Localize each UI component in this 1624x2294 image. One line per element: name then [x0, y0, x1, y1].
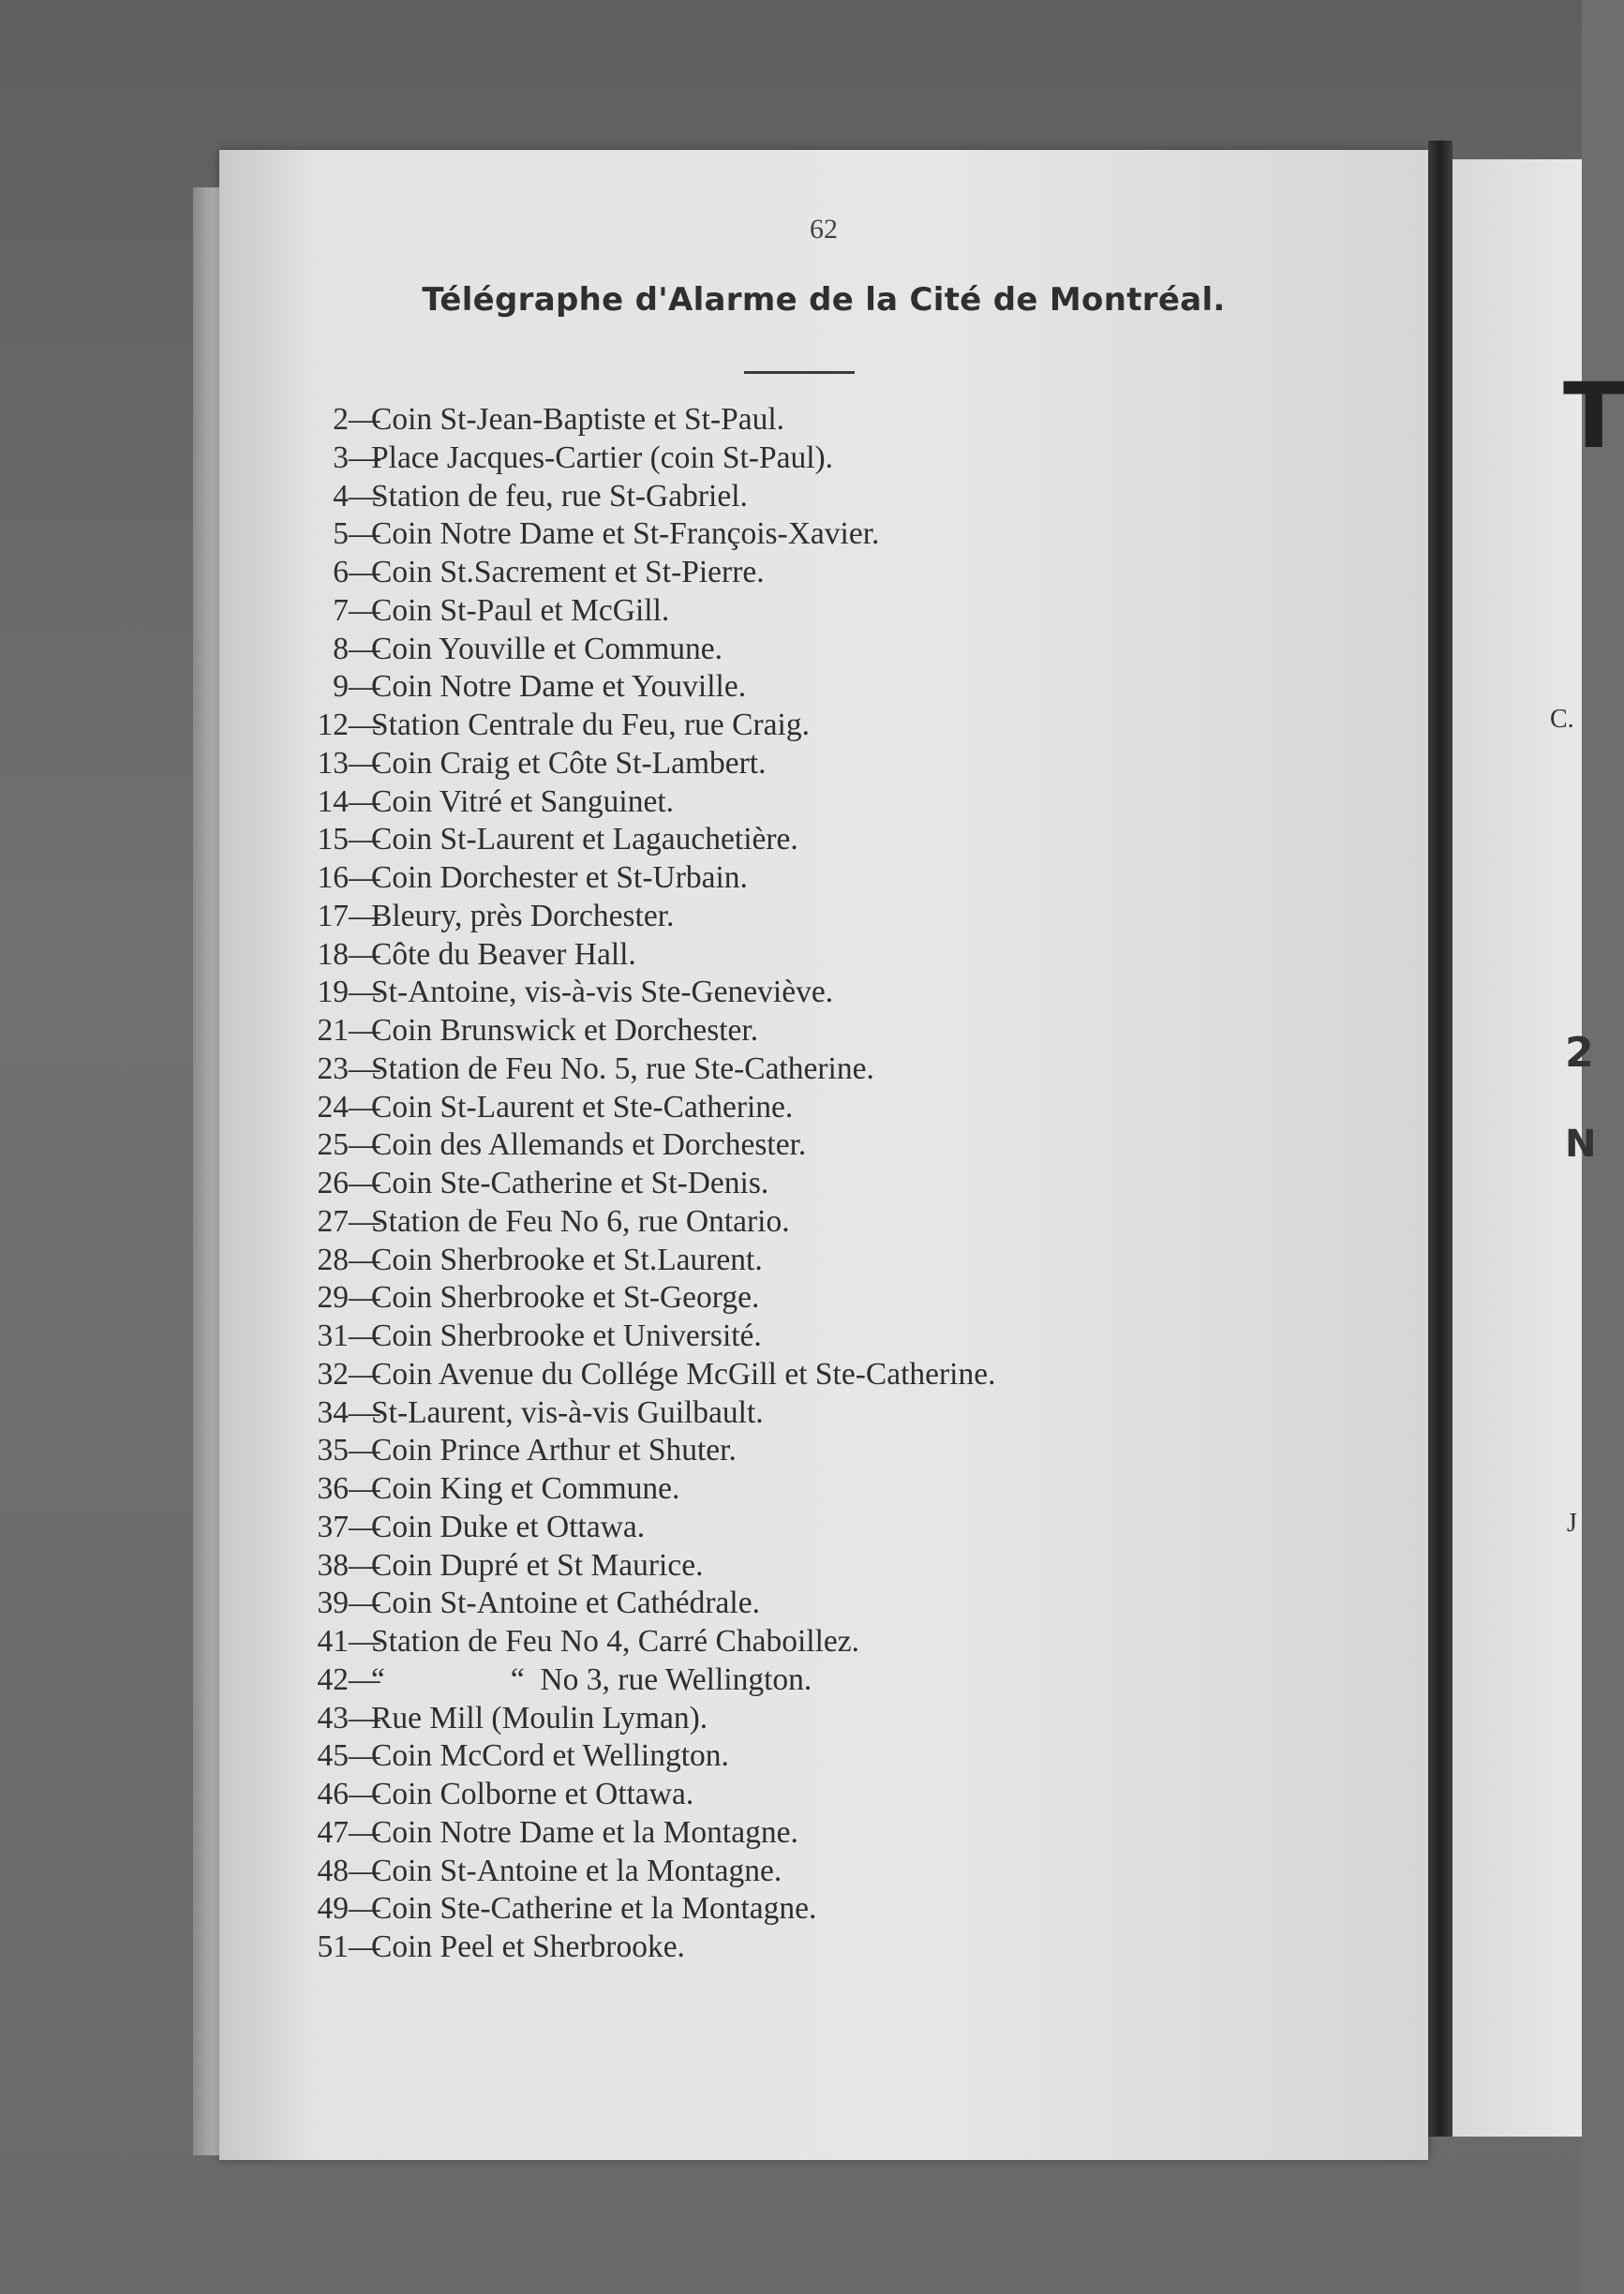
entry-location: Coin St-Antoine et la Montagne. — [371, 1853, 782, 1888]
entry-dash: — — [349, 1814, 380, 1850]
entry-location: Coin Notre Dame et St-François-Xavier. — [371, 516, 880, 552]
entry-number: 43 — [317, 1700, 349, 1735]
entry-dash: — — [349, 1738, 380, 1774]
list-item — [276, 554, 995, 592]
entry-dash: — — [349, 1471, 380, 1506]
list-item — [276, 1547, 995, 1586]
entry-dash: — — [349, 1586, 380, 1621]
entry-number: 51 — [317, 1929, 349, 1964]
entry-dash: — — [349, 783, 380, 819]
list-item — [276, 1509, 995, 1547]
entry-dash: — — [349, 1356, 380, 1392]
entry-location: Station de Feu No. 5, rue Ste-Catherine. — [371, 1050, 874, 1086]
entry-number: 47 — [317, 1814, 349, 1850]
list-item — [276, 478, 995, 516]
facing-page — [1453, 159, 1624, 2137]
entry-dash: — — [349, 592, 380, 628]
alarm-box-list — [276, 401, 995, 1967]
entry-location: St-Antoine, vis-à-vis Ste-Geneviève. — [371, 975, 834, 1010]
book-page — [219, 150, 1428, 2160]
entry-location: Coin King et Commune. — [371, 1471, 680, 1506]
list-item — [276, 1242, 995, 1280]
entry-dash: — — [349, 745, 380, 781]
list-item — [276, 1279, 995, 1318]
list-item — [276, 1165, 995, 1203]
list-item — [276, 936, 995, 975]
list-item — [276, 439, 995, 478]
entry-location: Coin St-Laurent et Ste-Catherine. — [371, 1089, 794, 1125]
list-item — [276, 1318, 995, 1356]
list-item — [276, 783, 995, 822]
entry-number: 38 — [317, 1547, 349, 1583]
entry-dash: — — [349, 1050, 380, 1086]
list-item — [276, 745, 995, 783]
entry-location: Coin St-Antoine et Cathédrale. — [371, 1586, 760, 1621]
entry-location: Coin Duke et Ottawa. — [371, 1509, 646, 1544]
entry-number: 15 — [317, 822, 349, 857]
entry-number: 42 — [317, 1661, 349, 1697]
entry-number: 16 — [317, 860, 349, 895]
entry-dash: — — [349, 1433, 380, 1468]
entry-location: Coin Dupré et St Maurice. — [371, 1547, 704, 1583]
entry-location: Coin Craig et Côte St-Lambert. — [371, 745, 767, 781]
entry-number: 39 — [317, 1586, 349, 1621]
list-item — [276, 1853, 995, 1891]
entry-location: Station de Feu No 4, Carré Chaboillez. — [371, 1624, 860, 1659]
list-item — [276, 592, 995, 631]
entry-number: 4 — [333, 478, 349, 514]
entry-dash: — — [349, 1013, 380, 1048]
entry-number: 3 — [333, 439, 349, 475]
entry-location: Coin Sherbrooke et Université. — [371, 1318, 762, 1353]
list-item — [276, 515, 995, 554]
entry-dash: — — [349, 1929, 380, 1964]
list-item — [276, 1737, 995, 1776]
list-item — [276, 631, 995, 669]
list-item — [276, 1929, 995, 1967]
entry-location: Côte du Beaver Hall. — [371, 936, 636, 972]
entry-number: 37 — [317, 1509, 349, 1544]
entry-number: 8 — [333, 631, 349, 666]
entry-dash: — — [349, 555, 380, 589]
entry-number: 6 — [333, 555, 349, 589]
list-item — [276, 1623, 995, 1661]
entry-location: Coin Brunswick et Dorchester. — [371, 1013, 759, 1048]
facing-page-large-letter: T — [1563, 364, 1624, 469]
entry-dash: — — [349, 478, 380, 514]
list-item — [276, 1470, 995, 1509]
entry-number: 21 — [317, 1013, 349, 1048]
list-item — [276, 1432, 995, 1470]
list-item — [276, 859, 995, 898]
entry-number: 31 — [317, 1318, 349, 1353]
entry-location: Coin Prince Arthur et Shuter. — [371, 1433, 737, 1468]
book-gutter — [1428, 141, 1453, 2137]
entry-location: Coin McCord et Wellington. — [371, 1738, 729, 1774]
entry-number: 2 — [333, 402, 349, 437]
entry-dash: — — [349, 1280, 380, 1316]
list-item — [276, 1394, 995, 1433]
entry-dash: — — [349, 1509, 380, 1544]
entry-dash: — — [349, 516, 380, 552]
entry-number: 9 — [333, 669, 349, 705]
entry-dash: — — [349, 898, 380, 933]
entry-number: 45 — [317, 1738, 349, 1774]
list-item — [276, 1890, 995, 1929]
facing-page-fragment-n: N — [1565, 1123, 1597, 1166]
entry-location: Coin Youville et Commune. — [371, 631, 723, 666]
entry-number: 14 — [317, 783, 349, 819]
entry-location: Coin Colborne et Ottawa. — [371, 1777, 694, 1811]
entry-location: Station de Feu No 6, rue Ontario. — [371, 1203, 790, 1239]
entry-location: Coin Ste-Catherine et la Montagne. — [371, 1891, 817, 1927]
entry-dash: — — [349, 1127, 380, 1163]
list-item — [276, 1203, 995, 1242]
entry-dash: — — [349, 1777, 380, 1811]
entry-location: Coin St-Paul et McGill. — [371, 592, 670, 628]
entry-number: 29 — [317, 1280, 349, 1316]
entry-location: Place Jacques-Cartier (coin St-Paul). — [371, 439, 834, 475]
list-item — [276, 821, 995, 859]
list-item — [276, 401, 995, 439]
entry-location: Rue Mill (Moulin Lyman). — [371, 1700, 708, 1735]
entry-number: 34 — [317, 1394, 349, 1430]
entry-dash: — — [349, 1394, 380, 1430]
entry-dash: — — [349, 1624, 380, 1659]
entry-number: 13 — [317, 745, 349, 781]
title-rule — [744, 371, 855, 374]
entry-number: 46 — [317, 1777, 349, 1811]
entry-number: 35 — [317, 1433, 349, 1468]
entry-number: 25 — [317, 1127, 349, 1163]
entry-location: Coin des Allemands et Dorchester. — [371, 1127, 807, 1163]
entry-location: Coin Avenue du Collége McGill et Ste-Catherine. — [371, 1356, 996, 1392]
entry-number: 5 — [333, 516, 349, 552]
entry-dash: — — [349, 1242, 380, 1277]
entry-dash: — — [349, 631, 380, 666]
list-item — [276, 707, 995, 745]
entry-location: Coin St-Jean-Baptiste et St-Paul. — [371, 402, 785, 437]
entry-number: 49 — [317, 1891, 349, 1927]
entry-location: Coin St.Sacrement et St-Pierre. — [371, 555, 765, 589]
list-item — [276, 1050, 995, 1089]
list-item — [276, 1700, 995, 1738]
list-item — [276, 1585, 995, 1623]
entry-number: 48 — [317, 1853, 349, 1888]
entry-dash: — — [349, 1661, 380, 1697]
facing-page-fragment-number: 2 — [1565, 1029, 1594, 1077]
list-item — [276, 974, 995, 1012]
entry-location: Coin Dorchester et St-Urbain. — [371, 860, 748, 895]
entry-dash: — — [349, 669, 380, 705]
list-item — [276, 1661, 995, 1700]
entry-location: Coin Vitré et Sanguinet. — [371, 783, 675, 819]
entry-number: 41 — [317, 1624, 349, 1659]
entry-location: Coin Peel et Sherbrooke. — [371, 1929, 685, 1964]
entry-dash: — — [349, 1318, 380, 1353]
list-item — [276, 898, 995, 936]
entry-location: St-Laurent, vis-à-vis Guilbault. — [371, 1394, 764, 1430]
list-item — [276, 1776, 995, 1814]
list-item — [276, 1356, 995, 1394]
entry-dash: — — [349, 1891, 380, 1927]
entry-dash: — — [349, 439, 380, 475]
entry-location: Coin St-Laurent et Lagauchetière. — [371, 822, 798, 857]
entry-dash: — — [349, 1700, 380, 1735]
entry-number: 28 — [317, 1242, 349, 1277]
entry-location: Coin Sherbrooke et St.Laurent. — [371, 1242, 763, 1277]
entry-number: 17 — [317, 898, 349, 933]
list-item — [276, 1814, 995, 1853]
list-item — [276, 668, 995, 707]
page-number: 62 — [810, 214, 838, 245]
entry-location: “ “ No 3, rue Wellington. — [371, 1661, 812, 1697]
entry-number: 19 — [317, 975, 349, 1010]
entry-number: 32 — [317, 1356, 349, 1392]
entry-location: Station Centrale du Feu, rue Craig. — [371, 708, 810, 742]
list-item — [276, 1089, 995, 1127]
entry-dash: — — [349, 402, 380, 437]
page-left-edge — [193, 187, 221, 2155]
entry-number: 26 — [317, 1166, 349, 1200]
entry-dash: — — [349, 936, 380, 972]
entry-location: Coin Notre Dame et Youville. — [371, 669, 747, 705]
entry-dash: — — [349, 975, 380, 1010]
list-item — [276, 1126, 995, 1165]
entry-location: Coin Notre Dame et la Montagne. — [371, 1814, 798, 1850]
entry-number: 36 — [317, 1471, 349, 1506]
entry-dash: — — [349, 1203, 380, 1239]
entry-dash: — — [349, 708, 380, 742]
entry-number: 12 — [317, 708, 349, 742]
facing-page-fragment-j: J — [1567, 1509, 1577, 1538]
entry-location: Station de feu, rue St-Gabriel. — [371, 478, 748, 514]
entry-dash: — — [349, 1547, 380, 1583]
entry-location: Coin Ste-Catherine et St-Denis. — [371, 1166, 769, 1200]
facing-page-fragment-c: C. — [1550, 705, 1574, 734]
entry-dash: — — [349, 1853, 380, 1888]
entry-dash: — — [349, 860, 380, 895]
list-item — [276, 1012, 995, 1050]
entry-number: 18 — [317, 936, 349, 972]
entry-location: Bleury, près Dorchester. — [371, 898, 675, 933]
entry-dash: — — [349, 822, 380, 857]
entry-number: 7 — [333, 592, 349, 628]
entry-number: 24 — [317, 1089, 349, 1125]
entry-dash: — — [349, 1089, 380, 1125]
page-title: Télégraphe d'Alarme de la Cité de Montréal. — [422, 281, 1226, 319]
entry-location: Coin Sherbrooke et St-George. — [371, 1280, 760, 1316]
entry-dash: — — [349, 1166, 380, 1200]
entry-number: 27 — [317, 1203, 349, 1239]
entry-number: 23 — [317, 1050, 349, 1086]
